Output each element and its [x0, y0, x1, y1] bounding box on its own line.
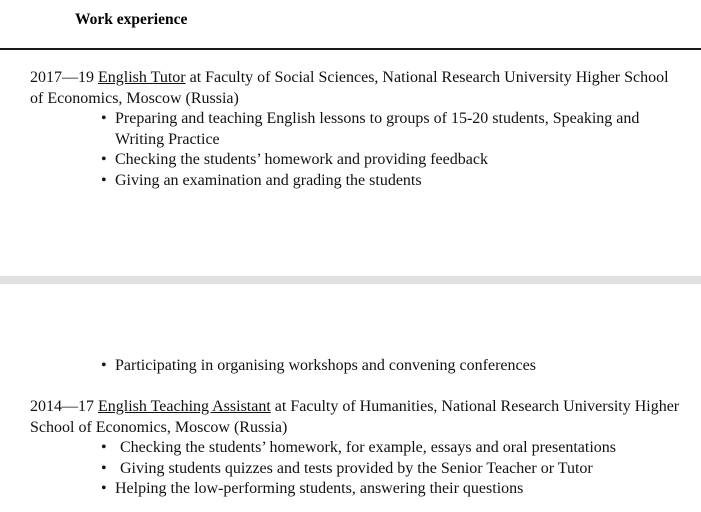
- job-role-link[interactable]: English Tutor: [98, 69, 186, 86]
- job-2-duties: [101, 438, 691, 500]
- list-item: • Helping the low-performing students, answering their questions: [101, 479, 691, 500]
- list-item: • Preparing and teaching English lessons to groups of 15-20 students, Speaking and Writing Practice: [101, 109, 641, 150]
- list-item: • Checking the students’ homework, for example, essays and oral presentations: [101, 438, 691, 459]
- page-break: [0, 276, 701, 284]
- job-details: at Faculty of Social Sciences, National Research University Higher School of Economics, Moscow (Russia): [30, 69, 669, 107]
- job-role-link[interactable]: English Teaching Assistant: [98, 398, 271, 415]
- job-entry-2: [30, 397, 680, 438]
- list-item: • Giving students quizzes and tests provided by the Senior Teacher or Tutor: [101, 459, 691, 480]
- job-entry-1: [30, 68, 680, 109]
- job-1-duties: [101, 109, 641, 191]
- job-details: at Faculty of Humanities, National Research University Higher School of Economics, Moscow (Russia): [30, 398, 680, 436]
- list-item: • Participating in organising workshops and convening conferences: [101, 356, 661, 377]
- heading-divider: [0, 48, 701, 50]
- list-item: • Checking the students’ homework and providing feedback: [101, 150, 641, 171]
- section-heading: Work experience: [75, 11, 188, 28]
- list-item: • Giving an examination and grading the students: [101, 171, 641, 192]
- job-years: 2014—17: [30, 398, 94, 415]
- job-years: 2017—19: [30, 69, 94, 86]
- job-1-duties-continued: [101, 356, 661, 377]
